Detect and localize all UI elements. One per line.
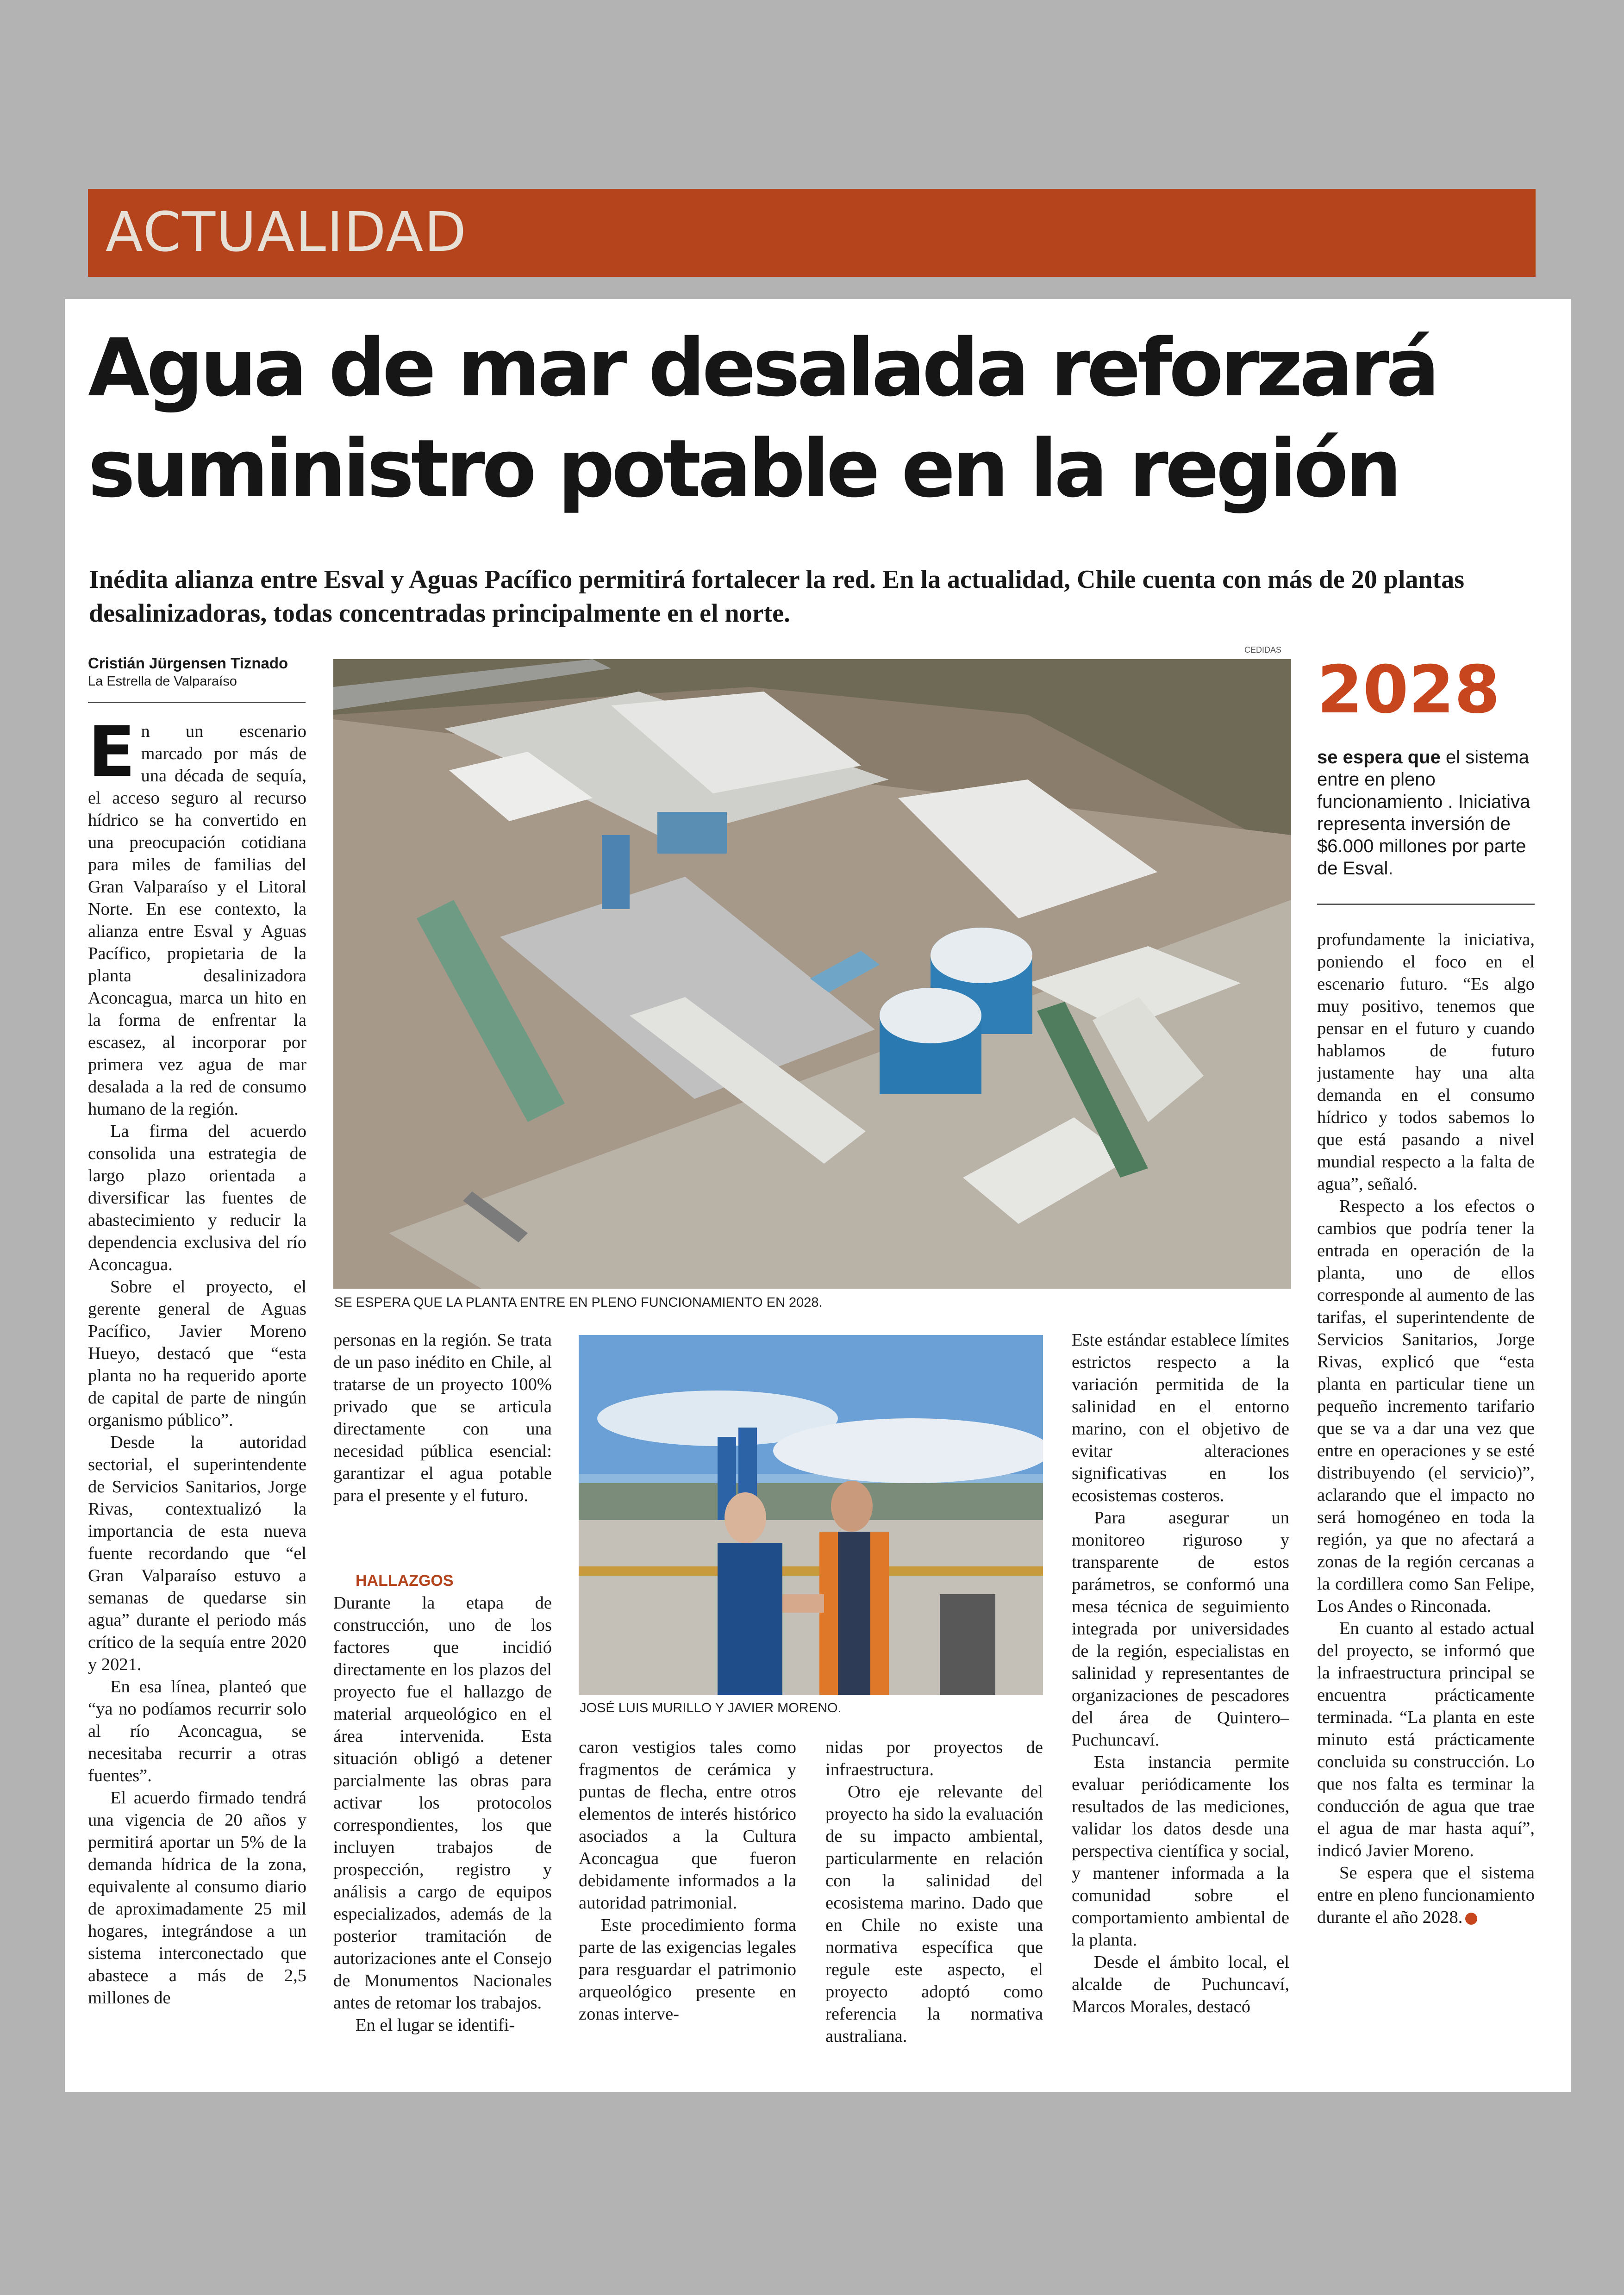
- paragraph: nidas por proyectos de infraestructura.: [825, 1738, 1043, 1779]
- paragraph: El acuerdo firmado tendrá una vigencia de 20 años y permitirá aportar un 5% de la demanda hídrica de la zona, equivalente al consumo diario de aproximadamente 25 mil hogares, integrándose a un sistema interconectado que abastece a más de 2,5 millones de: [88, 1788, 306, 2008]
- handshake-photo: [579, 1335, 1043, 1695]
- aerial-plant-photo: [333, 659, 1291, 1289]
- photo-caption-people: JOSÉ LUIS MURILLO Y JAVIER MORENO.: [580, 1701, 842, 1715]
- section-banner: [88, 189, 1536, 277]
- paragraph: En el lugar se identifi-: [356, 2015, 515, 2035]
- section-label: ACTUALIDAD: [106, 200, 468, 264]
- paragraph: [88, 720, 306, 1120]
- paragraph: profundamente la iniciativa, poniendo el foco en el escenario futuro. “Es algo muy positivo, tenemos que pensar en el futuro y cuando hablamos de futuro justamente hay una alta demanda en el consumo hídrico y todos sabemos lo que está pasando a nivel mundial respecto a la falta de agua”, señaló.: [1317, 930, 1535, 1194]
- paragraph-text: n un escenario marcado por más de una década de sequía, el acceso seguro al recurso hídrico se ha convertido en una preocupación cotidiana para miles de familias del Gran Valparaíso y el Litoral Norte. En ese contexto, la alianza entre Esval y Aguas Pacífico, propietaria de la planta desalinizadora Aconcagua, marca un hito en la forma de enfrentar la escasez, al incorporar por primera vez agua de mar desalada a la red de consumo humano de la región.: [88, 722, 306, 1119]
- newspaper-page: [65, 299, 1571, 2092]
- paragraph: Durante la etapa de construcción, uno de los factores que incidió directamente en los plazos del proyecto fue el hallazgo de material arqueológico en el área intervenida. Esta situación obligó a detener parcialmente las obras para activar los protocolos correspondientes, los que incluyen trabajos de prospección, registro y análisis a cargo de equipos especializados, además de la posterior tramitación de autorizaciones ante el Consejo de Monumentos Nacionales antes de retomar los trabajos.: [333, 1593, 552, 2013]
- article-column-3: [579, 1736, 796, 2074]
- paragraph: Este estándar establece límites estrictos respecto a la variación permitida de la salinidad en el entorno marino, con el objetivo de evitar alteraciones significativas en los ecosistemas costeros.: [1072, 1330, 1289, 1505]
- paragraph: La firma del acuerdo consolida una estrategia de largo plazo orientada a diversificar las fuentes de abastecimiento y reducir la dependencia exclusiva del río Aconcagua.: [88, 1122, 306, 1274]
- sidebar-body: el sistema entre en pleno funcionamiento . Iniciativa representa inversión de $6.000 millones por parte de Esval.: [1317, 747, 1530, 879]
- paragraph: Otro eje relevante del proyecto ha sido la evaluación de su impacto ambiental, particularmente en relación con la salinidad del ecosistema marino. Dado que en Chile no existe una normativa específica que regule este aspecto, el proyecto adoptó como referencia la normativa australiana.: [825, 1782, 1043, 2046]
- byline-author: Cristián Jürgensen Tiznado: [88, 655, 288, 672]
- dropcap: E: [88, 720, 136, 792]
- paragraph: En esa línea, planteó que “ya no podíamos recurrir solo al río Aconcagua, se necesitaba recurrir a otras fuentes”.: [88, 1677, 306, 1785]
- paragraph: Respecto a los efectos o cambios que podría tener la entrada en operación de la planta, uno de ellos corresponde al aumento de las tarifas, el superintendente de Servicios Sanitarios, Jorge Rivas, explicó que “esta planta en particular tiene un pequeño incremento tarifario que se va a dar una vez que entre en operaciones y se esté distribuyendo (el servicio)”, aclarando que el impacto no será homogéneo en toda la región, ya que no afectará a zonas de la región cercanas a la cordillera como San Felipe, Los Andes o Rinconada.: [1317, 1197, 1535, 1616]
- paragraph: Desde el ámbito local, el alcalde de Puchuncaví, Marcos Morales, destacó: [1072, 1952, 1289, 2016]
- article-column-4: [825, 1736, 1043, 2074]
- paragraph: En cuanto al estado actual del proyecto, se informó que la infraestructura principal se encuentra prácticamente terminada. “La planta en este minuto está prácticamente concluida su construcción. Lo que nos falta es terminar la conducción de agua que trae el agua de mar hasta aquí”, indicó Javier Moreno.: [1317, 1619, 1535, 1860]
- paragraph: caron vestigios tales como fragmentos de cerámica y puntas de flecha, entre otros elementos de interés histórico asociados a la Cultura Aconcagua que fueron debidamente informados a la autoridad patrimonial.: [579, 1738, 796, 1913]
- article-column-5: [1072, 1329, 1289, 2074]
- sidebar-divider: [1317, 904, 1535, 905]
- paragraph: Para asegurar un monitoreo riguroso y transparente de estos parámetros, se conformó una mesa técnica de seguimiento integrada por universidades de la región, especialistas en salinidad y representantes de organizaciones de pescadores del área de Quintero–Puchuncaví.: [1072, 1508, 1289, 1750]
- sidebar-year: 2028: [1317, 652, 1500, 728]
- photo-caption-plant: SE ESPERA QUE LA PLANTA ENTRE EN PLENO FUNCIONAMIENTO EN 2028.: [334, 1295, 823, 1310]
- article-column-2: [333, 1329, 552, 1570]
- paragraph: Desde la autoridad sectorial, el superintendente de Servicios Sanitarios, Jorge Rivas, contextualizó la importancia de esta nueva fuente recordando que “el Gran Valparaíso estuvo a semanas de quedarse sin agua” durante el periodo más crítico de la sequía entre 2020 y 2021.: [88, 1433, 306, 1674]
- photo-credit: CEDIDAS: [1244, 645, 1282, 655]
- article-column-1: [88, 720, 306, 2074]
- sidebar-text: [1317, 746, 1535, 879]
- paragraph: personas en la región. Se trata de un paso inédito en Chile, al tratarse de un proyecto 100% privado que se articula directamente con una necesidad pública esencial: garantizar el agua potable para el presente y el futuro.: [333, 1330, 552, 1505]
- article-column-6: [1317, 929, 1535, 2074]
- sidebar-lead: se espera que: [1317, 747, 1441, 767]
- headline: Agua de mar desalada reforzará suministro potable en la región: [88, 321, 1437, 515]
- end-mark-icon: [1465, 1913, 1477, 1925]
- subheading-hallazgos: HALLAZGOS: [356, 1572, 454, 1590]
- paragraph-text: Se espera que el sistema entre en pleno funcionamiento durante el año 2028.: [1317, 1863, 1535, 1927]
- article-column-2-lower: [333, 1570, 552, 2074]
- paragraph: [1317, 1862, 1535, 1928]
- byline-divider: [88, 702, 306, 703]
- subtitle: Inédita alianza entre Esval y Aguas Pacífico permitirá fortalecer la red. En la actualidad, Chile cuenta con más de 20 plantas desalinizadoras, todas concentradas principalmente en el norte.: [89, 565, 1464, 628]
- paragraph: Sobre el proyecto, el gerente general de Aguas Pacífico, Javier Moreno Hueyo, destacó que “esta planta no ha requerido aporte de capital de parte de ningún organismo público”.: [88, 1277, 306, 1430]
- paragraph: Este procedimiento forma parte de las exigencias legales para resguardar el patrimonio arqueológico presente en zonas interve-: [579, 1915, 796, 2024]
- byline-outlet: La Estrella de Valparaíso: [88, 674, 237, 689]
- paragraph: Esta instancia permite evaluar periódicamente los resultados de las mediciones, validar los datos desde una perspectiva científica y social, y mantener informada a la comunidad sobre el comportamiento ambiental de la planta.: [1072, 1752, 1289, 1950]
